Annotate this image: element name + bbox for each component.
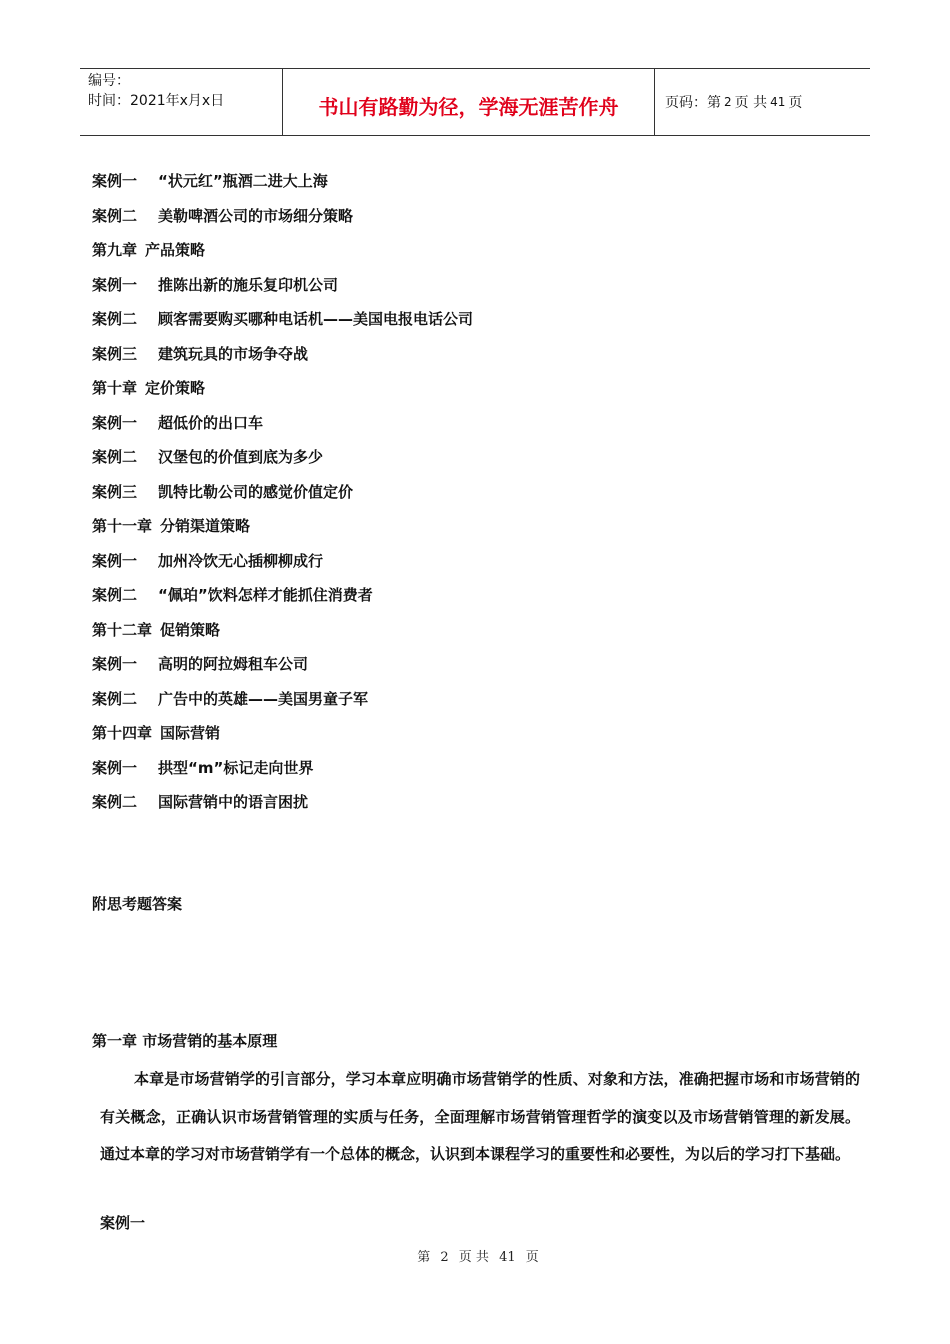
- toc-row-title: 拱型“m”标记走向世界: [158, 758, 314, 777]
- toc-row-label: 案例二: [92, 310, 138, 328]
- toc-row-title: 建筑玩具的市场争夺战: [158, 344, 309, 363]
- toc-row-label: 案例二: [92, 206, 138, 225]
- toc-row-title: 推陈出新的施乐复印机公司: [158, 275, 339, 294]
- toc-row-label: 案例二: [92, 793, 138, 811]
- header-page-info: [655, 69, 870, 135]
- toc-row-label: 案例一: [92, 758, 138, 777]
- toc-chapter-row: [92, 373, 792, 408]
- footer-mid: 页 共: [458, 1250, 489, 1265]
- toc-case-row: [92, 270, 792, 305]
- toc-row-label: 第十四章: [92, 724, 153, 742]
- toc-row-label: 案例二: [92, 689, 138, 708]
- footer-suffix: 页: [525, 1250, 539, 1265]
- toc-row-label: 第十一章: [92, 517, 153, 535]
- toc-row-title: 国际营销: [160, 724, 221, 742]
- toc-case-row: [92, 339, 792, 374]
- toc-case-row: [92, 546, 792, 581]
- appendix-heading: 附思考题答案: [92, 895, 183, 913]
- page-footer: [0, 1246, 950, 1265]
- toc-row-title: 顾客需要购买哪种电话机——美国电报电话公司: [158, 310, 474, 328]
- toc-case-row: [92, 166, 792, 201]
- case-one-label: 案例一: [100, 1214, 146, 1232]
- toc-row-title: 高明的阿拉姆租车公司: [158, 655, 309, 673]
- footer-page-total: 41: [499, 1250, 516, 1265]
- toc-case-row: [92, 753, 792, 788]
- toc-row-label: 案例二: [92, 448, 138, 466]
- toc-case-row: [92, 684, 792, 719]
- toc-row-title: 美勒啤酒公司的市场细分策略: [158, 206, 354, 225]
- footer-page-number: 2: [440, 1250, 449, 1265]
- toc-case-row: [92, 442, 792, 477]
- toc-row-label: 第十章: [92, 379, 138, 397]
- toc-row-label: 案例三: [92, 482, 138, 501]
- toc-row-label: 第十二章: [92, 620, 153, 639]
- toc-case-row: [92, 304, 792, 339]
- header-page-total: 41: [770, 95, 786, 109]
- toc-row-label: 案例一: [92, 275, 138, 294]
- toc-case-row: [92, 787, 792, 822]
- toc-row-label: 案例三: [92, 344, 138, 363]
- toc-row-label: 案例一: [92, 172, 138, 190]
- chapter-one-heading: 第一章 市场营销的基本原理: [92, 1032, 278, 1050]
- document-time-label: 时间：2021年x月x日: [88, 93, 225, 109]
- toc-chapter-row: [92, 718, 792, 753]
- header-page-prefix: 页码：第: [665, 95, 721, 111]
- toc-row-title: 加州冷饮无心插柳柳成行: [158, 551, 324, 570]
- toc-case-row: [92, 649, 792, 684]
- toc-case-row: [92, 408, 792, 443]
- toc-row-title: 促销策略: [160, 620, 221, 639]
- footer-prefix: 第: [417, 1250, 431, 1265]
- toc-row-title: 国际营销中的语言困扰: [158, 793, 309, 811]
- toc-row-title: 汉堡包的价值到底为多少: [158, 448, 324, 466]
- toc-case-row: [92, 201, 792, 236]
- toc-row-title: 定价策略: [145, 379, 206, 397]
- toc-row-label: 第九章: [92, 241, 138, 259]
- toc-row-title: 凯特比勒公司的感觉价值定价: [158, 482, 354, 501]
- header-meta: [80, 69, 282, 135]
- header-page-number: 2: [724, 95, 732, 109]
- toc-chapter-row: [92, 235, 792, 270]
- toc-chapter-row: [92, 511, 792, 546]
- toc-row-title: “状元红”瓶酒二进大上海: [158, 172, 328, 190]
- toc-row-label: 案例一: [92, 655, 138, 673]
- toc-row-title: 超低价的出口车: [158, 413, 264, 432]
- toc-chapter-row: [92, 615, 792, 650]
- document-number-label: 编号：: [88, 73, 130, 89]
- page-header: [80, 68, 870, 136]
- header-page-suffix: 页: [788, 95, 803, 111]
- toc-row-label: 案例一: [92, 413, 138, 432]
- toc-row-title: 产品策略: [145, 241, 206, 259]
- toc-case-row: [92, 477, 792, 512]
- chapter-intro-paragraph: 本章是市场营销学的引言部分，学习本章应明确市场营销学的性质、对象和方法，准确把握市场和市场营销的有关概念，正确认识市场营销管理的实质与任务，全面理解市场营销管理哲学的演变以及市场营销管理的新发展。通过本章的学习对市场营销学有一个总体的概念，认识到本课程学习的重要性和必要性，为以后的学习打下基础。: [100, 1070, 860, 1163]
- header-page-mid: 页 共: [734, 95, 768, 111]
- toc-row-title: 广告中的英雄——美国男童子军: [158, 689, 369, 708]
- toc-row-title: “佩珀”饮料怎样才能抓住消费者: [158, 586, 373, 604]
- toc-row-label: 案例二: [92, 586, 138, 604]
- toc-case-row: [92, 580, 792, 615]
- table-of-contents: [92, 166, 792, 822]
- header-motto: 书山有路勤为径，学海无涯苦作舟: [282, 69, 655, 135]
- toc-row-label: 案例一: [92, 551, 138, 570]
- toc-row-title: 分销渠道策略: [160, 517, 251, 535]
